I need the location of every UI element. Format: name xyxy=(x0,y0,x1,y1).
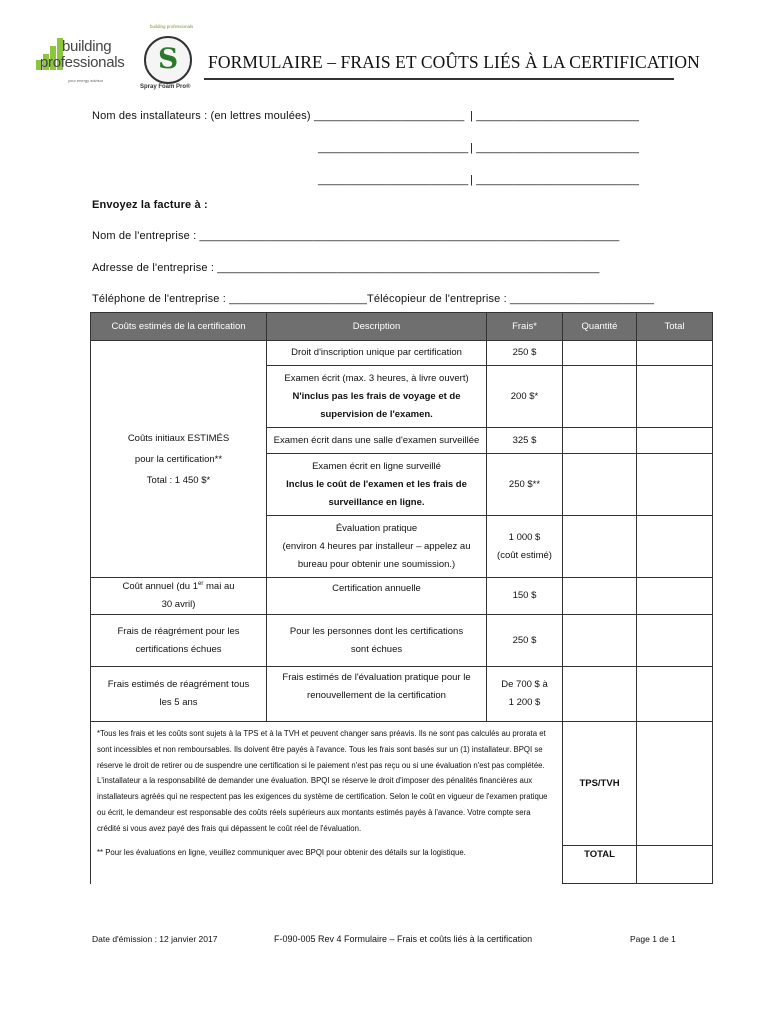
initial-costs-total: Total : 1 450 $* xyxy=(146,474,211,486)
reaccreditation-label xyxy=(91,615,267,667)
annual-cert-total[interactable] xyxy=(637,578,713,615)
table-row xyxy=(91,615,713,667)
annual-cost-line1: Coût annuel (du 1 xyxy=(122,581,199,592)
installers-name-field-2[interactable]: | __________________________ xyxy=(470,110,640,122)
terms-note: *Tous les frais et les coûts sont sujets à la TPS et à la TVH et peuvent changer sans préavis. Ils ne sont pas calculés au prorata et sont incessibles et non remboursables. Ils doivent être payés à l'avance. Tous les frais sont basés sur un (1) installateur. BPQI se réserve le droit de retirer ou de suspendre une certification si le paiement n'est pas reçu ou si une évaluation n'est pas complétée. L'installateur a la responsabilité de demander une évaluation. BPQI se réserve le droit d'imposer des pénalités financières aux installateurs agréés qui ne respectent pas les exigences du système de certification. Selon le coût en vigueur de l'examen pratique ou écrit, le demandeur est responsable des coûts réels supérieurs aux montants estimés payés à l'avance. Votre compte sera crédité si vous avez payé des frais qui dépassent le coût réel de l'évaluation. xyxy=(97,729,548,833)
spray-foam-pro-logo xyxy=(134,24,200,96)
practical-eval-fee-amount: 1 000 $ xyxy=(508,531,541,543)
table-row xyxy=(91,722,713,846)
written-exam-fee: 200 $* xyxy=(487,366,563,428)
supervised-exam-total[interactable] xyxy=(637,428,713,454)
practical-eval-desc xyxy=(267,516,487,578)
installers-name-field-3[interactable]: ________________________ xyxy=(318,142,469,154)
invoice-to-heading: Envoyez la facture à : xyxy=(92,199,208,211)
building-professionals-logo xyxy=(36,32,128,94)
registration-total[interactable] xyxy=(637,341,713,366)
written-exam-total[interactable] xyxy=(637,366,713,428)
annual-cert-desc: Certification annuelle xyxy=(267,578,487,615)
supervised-exam-desc: Examen écrit dans une salle d'examen surveillée xyxy=(267,428,487,454)
grand-total-value[interactable] xyxy=(637,846,713,884)
installers-name-field-6[interactable]: | __________________________ xyxy=(470,174,640,186)
practical-eval-fee xyxy=(487,516,563,578)
reaccreditation-desc-line2: sont échues xyxy=(350,643,403,655)
tps-tvh-value[interactable] xyxy=(637,722,713,846)
registration-quantity[interactable] xyxy=(563,341,637,366)
written-exam-desc xyxy=(267,366,487,428)
initial-costs-line1: Coûts initiaux ESTIMÉS xyxy=(127,432,230,444)
col-header-costs: Coûts estimés de la certification xyxy=(91,313,267,341)
reaccreditation-fee: 250 $ xyxy=(487,615,563,667)
annual-cert-fee: 150 $ xyxy=(487,578,563,615)
form-identifier: F-090-005 Rev 4 Formulaire – Frais et coûts liés à la certification xyxy=(274,934,533,944)
logo-text-professionals: professionals xyxy=(40,54,125,71)
practical-eval-line1: Évaluation pratique xyxy=(335,522,418,534)
col-header-description: Description xyxy=(267,313,487,341)
online-exam-total[interactable] xyxy=(637,454,713,516)
sfp-name: Spray Foam Pro® xyxy=(140,84,191,90)
company-address-field[interactable]: Adresse de l'entreprise : _____________________________________________________________ xyxy=(92,262,600,274)
five-year-total[interactable] xyxy=(637,667,713,722)
supervised-exam-fee: 325 $ xyxy=(487,428,563,454)
online-exam-line2: Inclus le coût de l'examen et les frais de xyxy=(286,478,467,490)
five-year-label xyxy=(91,667,267,722)
practical-eval-line3: bureau pour obtenir une soumission.) xyxy=(297,558,456,570)
table-header-row xyxy=(91,313,713,341)
online-exam-desc xyxy=(267,454,487,516)
col-header-total: Total xyxy=(637,313,713,341)
registration-desc: Droit d'inscription unique par certification xyxy=(267,341,487,366)
registration-fee: 250 $ xyxy=(487,341,563,366)
grand-total-label: TOTAL xyxy=(563,846,637,884)
reaccreditation-total[interactable] xyxy=(637,615,713,667)
online-exam-quantity[interactable] xyxy=(563,454,637,516)
initial-costs-line2: pour la certification** xyxy=(134,453,223,465)
annual-cert-quantity[interactable] xyxy=(563,578,637,615)
sfp-top-text: building professionals xyxy=(150,24,194,29)
col-header-quantity: Quantité xyxy=(563,313,637,341)
online-exam-line1: Examen écrit en ligne surveillé xyxy=(312,460,441,472)
online-exam-line3: surveillance en ligne. xyxy=(328,496,425,508)
reaccreditation-line2: certifications échues xyxy=(135,643,222,655)
annual-cost-label xyxy=(91,578,267,615)
logo-tagline: your energy advisor xyxy=(68,78,104,83)
annual-cost-line1b: mai au xyxy=(203,581,235,592)
written-exam-quantity[interactable] xyxy=(563,366,637,428)
practical-eval-total[interactable] xyxy=(637,516,713,578)
page-title: FORMULAIRE – FRAIS ET COÛTS LIÉS À LA CERTIFICATION xyxy=(208,52,700,72)
page-number: Page 1 de 1 xyxy=(630,934,676,944)
online-exam-fee: 250 $** xyxy=(487,454,563,516)
sfp-badge-icon: S xyxy=(144,36,192,84)
issue-date: Date d'émission : 12 janvier 2017 xyxy=(92,934,218,944)
reaccreditation-desc-line1: Pour les personnes dont les certifications xyxy=(289,625,464,637)
company-name-field[interactable]: Nom de l'entreprise : ___________________________________________________________________ xyxy=(92,230,620,242)
practical-eval-fee-note: (coût estimé) xyxy=(497,549,552,561)
written-exam-line2: N'inclus pas les frais de voyage et de xyxy=(292,390,461,402)
annual-cost-sup: er xyxy=(198,580,204,587)
practical-eval-line2: (environ 4 heures par installeur – appelez au xyxy=(282,540,471,552)
company-phone-fax-field[interactable]: Téléphone de l'entreprise : ______________________Télécopieur de l'entreprise : _______________________ xyxy=(92,293,655,305)
written-exam-line1: Examen écrit (max. 3 heures, à livre ouvert) xyxy=(284,372,469,384)
written-exam-line3: supervision de l'examen. xyxy=(320,408,433,420)
annual-cost-line2: 30 avril) xyxy=(161,599,196,610)
five-year-quantity[interactable] xyxy=(563,667,637,722)
table-row xyxy=(91,667,713,722)
reaccreditation-desc xyxy=(267,615,487,667)
table-row xyxy=(91,341,713,366)
five-year-line1: Frais estimés de réagrément tous xyxy=(107,679,250,690)
initial-costs-cell xyxy=(91,341,267,578)
col-header-fees: Frais* xyxy=(487,313,563,341)
terms-note-cell xyxy=(91,722,563,884)
logo-text-building: building xyxy=(62,38,112,55)
practical-eval-quantity[interactable] xyxy=(563,516,637,578)
installers-name-field-5[interactable]: ________________________ xyxy=(318,174,469,186)
tps-tvh-label: TPS/TVH xyxy=(563,722,637,846)
five-year-desc-line2: renouvellement de la certification xyxy=(307,690,446,701)
fees-table xyxy=(90,312,713,884)
table-row xyxy=(91,578,713,615)
five-year-desc-line1: Frais estimés de l'évaluation pratique pour le xyxy=(282,672,471,683)
five-year-fee-line1: De 700 $ à xyxy=(501,679,548,690)
installers-name-field-4[interactable]: | __________________________ xyxy=(470,142,640,154)
supervised-exam-quantity[interactable] xyxy=(563,428,637,454)
reaccreditation-line1: Frais de réagrément pour les xyxy=(117,625,240,637)
reaccreditation-quantity[interactable] xyxy=(563,615,637,667)
online-eval-note: ** Pour les évaluations en ligne, veuillez communiquer avec BPQI pour obtenir des détails sur la logistique. xyxy=(97,847,466,857)
installers-name-field[interactable]: Nom des installateurs : (en lettres moulées) ________________________ xyxy=(92,110,465,122)
five-year-fee-line2: 1 200 $ xyxy=(508,697,541,708)
five-year-fee xyxy=(487,667,563,722)
five-year-line2: les 5 ans xyxy=(159,697,198,708)
title-divider xyxy=(204,78,674,80)
five-year-desc xyxy=(267,667,487,722)
